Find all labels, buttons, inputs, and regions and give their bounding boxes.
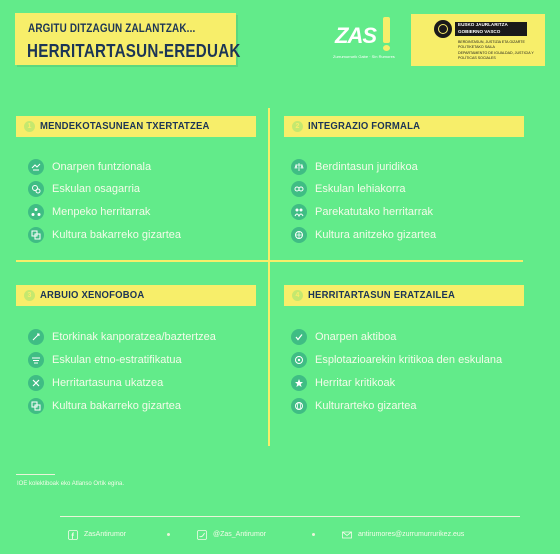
government-name (455, 22, 527, 36)
list-item (291, 398, 541, 416)
item-label: Eskulan etno-estratifikatua (52, 354, 182, 366)
facebook-icon (68, 530, 78, 540)
email-address: antirumores@zurrumurrurikez.eus (358, 531, 465, 538)
list-item (28, 159, 248, 177)
globe-icon (291, 398, 307, 414)
quadrant-number: 1 (24, 121, 35, 132)
people-icon (291, 204, 307, 220)
culture-icon (291, 227, 307, 243)
quadrant-2-header (284, 116, 524, 137)
list-item (291, 204, 531, 222)
footnote: IOE kolektiboak eko Atlanso Ortik egina. (17, 481, 125, 487)
twitter-icon (197, 530, 207, 540)
quadrant-4-header (284, 285, 524, 306)
footer-divider (60, 516, 520, 517)
quadrant-number: 2 (292, 121, 303, 132)
list-item (291, 329, 541, 347)
email-icon (342, 530, 352, 540)
item-label: Onarpen aktiboa (315, 331, 397, 343)
item-label: Kulturarteko gizartea (315, 400, 417, 412)
vertical-divider (268, 108, 270, 446)
zas-logo (333, 17, 399, 63)
department-basque: BERDINTASUN, JUSTIZIA ETA GIZARTE POLITIKETAKO SAILA (458, 40, 525, 49)
government-logo-box (411, 14, 545, 66)
list-item (28, 181, 248, 199)
facebook-link[interactable] (68, 530, 158, 542)
list-item (291, 227, 531, 245)
scales-icon (291, 159, 307, 175)
page-title: HERRITARTASUN-EREDUAK (27, 40, 241, 61)
item-label: Onarpen funtzionala (52, 161, 152, 173)
list-item (28, 227, 248, 245)
item-label: Esplotazioarekin kritikoa den eskulana (315, 354, 503, 366)
list-item (291, 352, 541, 370)
layers-icon (28, 352, 44, 368)
quadrant-3-header (16, 285, 256, 306)
government-name-spanish: GOBIERNO VASCO (458, 28, 501, 34)
item-label: Menpeko herritarrak (52, 206, 151, 218)
email-link[interactable] (342, 530, 512, 542)
list-item (28, 398, 263, 416)
item-label: Berdintasun juridikoa (315, 161, 418, 173)
item-label: Kultura anitzeko gizartea (315, 229, 437, 241)
item-label: Eskulan osagarria (52, 183, 141, 195)
zas-tagline: Zurrumurrurik Gabe · Sin Rumores (333, 54, 395, 59)
squares-icon (28, 398, 44, 414)
title-box (15, 13, 241, 65)
government-department (458, 40, 542, 60)
quadrant-title: INTEGRAZIO FORMALA (308, 121, 421, 132)
quadrant-number: 3 (24, 290, 35, 301)
hierarchy-icon (28, 204, 44, 220)
squares-icon (28, 227, 44, 243)
horizontal-divider (16, 260, 523, 262)
quadrant-number: 4 (292, 290, 303, 301)
item-label: Eskulan lehiakorra (315, 183, 406, 195)
cross-icon (28, 375, 44, 391)
department-spanish: DEPARTAMENTO DE IGUALDAD, JUSTICIA Y POLÍTICAS SOCIALES (458, 51, 534, 60)
separator-dot (167, 533, 170, 536)
quadrant-title: MENDEKOTASUNEAN TXERTATZEA (40, 121, 210, 132)
quadrant-1-header (16, 116, 256, 137)
government-name-basque: EUSKO JAURLARITZA (458, 22, 508, 27)
list-item (28, 375, 263, 393)
item-label: Parekatutako herritarrak (315, 206, 433, 218)
quadrant-title: HERRITARTASUN ERATZAILEA (308, 290, 456, 301)
pre-title: ARGITU DITZAGUN ZALANTZAK... (28, 23, 196, 35)
list-item (291, 181, 531, 199)
twitter-handle: @Zas_Antirumor (213, 531, 267, 538)
list-item (28, 329, 263, 347)
zas-logo-word: ZAS (335, 23, 376, 48)
gears-icon (28, 181, 44, 197)
item-label: Etorkinak kanporatzea/baztertzea (52, 331, 216, 343)
footnote-divider (16, 474, 55, 475)
seal-icon (434, 20, 452, 38)
item-label: Herritar kritikoak (315, 377, 396, 389)
exclamation-dot (383, 45, 390, 51)
item-label: Herritartasuna ukatzea (52, 377, 164, 389)
list-item (291, 375, 541, 393)
check-icon (291, 329, 307, 345)
cycle-icon (291, 181, 307, 197)
handshake-icon (28, 159, 44, 175)
list-item (28, 352, 263, 370)
list-item (291, 159, 531, 177)
list-item (28, 204, 248, 222)
separator-dot (312, 533, 315, 536)
exclamation-icon (383, 17, 390, 43)
item-label: Kultura bakarreko gizartea (52, 400, 182, 412)
quadrant-title: ARBUIO XENOFOBOA (40, 290, 145, 301)
exclusion-icon (28, 329, 44, 345)
item-label: Kultura bakarreko gizartea (52, 229, 182, 241)
star-icon (291, 375, 307, 391)
target-icon (291, 352, 307, 368)
facebook-handle: ZasAntirumor (84, 531, 127, 538)
twitter-link[interactable] (197, 530, 307, 542)
